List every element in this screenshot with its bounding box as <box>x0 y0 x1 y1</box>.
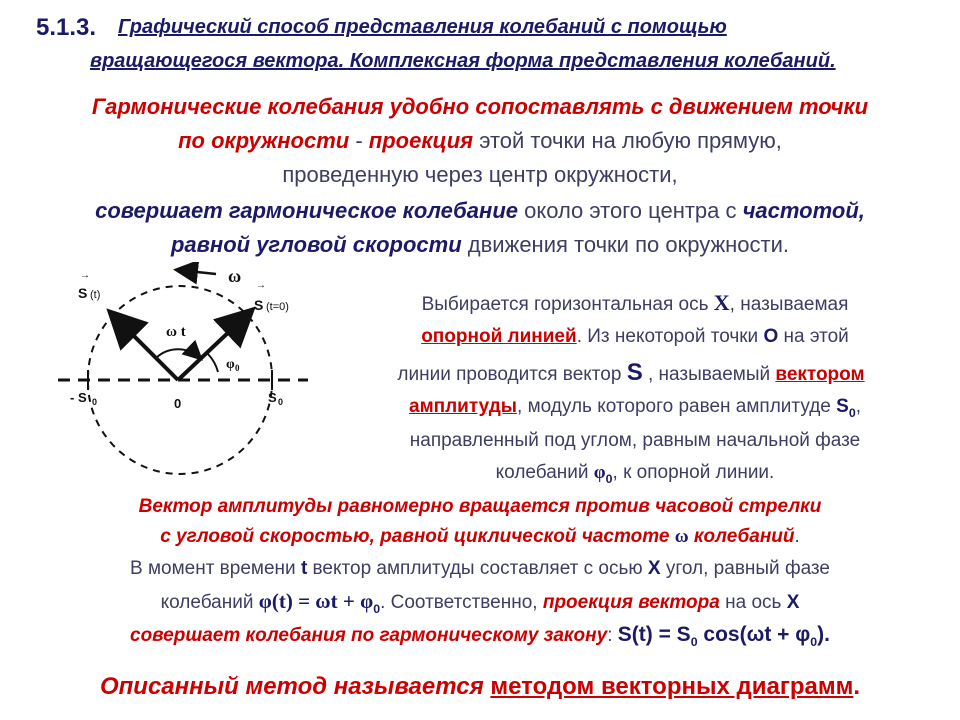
label-phi0: φ <box>226 357 235 372</box>
intro-line-1: Гармонические колебания удобно сопоставлять с движением точки <box>91 94 869 119</box>
b6c: . <box>853 673 861 700</box>
intro-l4b: около этого центра с <box>518 198 743 223</box>
label-s-t-sub: (t) <box>90 289 101 301</box>
b4f: на ось <box>719 592 787 613</box>
angle-arc-omega-t <box>156 349 200 358</box>
b4g: X <box>786 592 800 613</box>
b6b: методом векторных диаграмм <box>490 673 854 700</box>
label-s-0-sub: (t=0) <box>266 301 289 313</box>
b5a: совершает колебания по гармоническому закону <box>130 625 608 646</box>
bottom-line-4 <box>0 588 960 622</box>
r6d: , к опорной линии. <box>612 462 775 483</box>
section-number: 5.1.3. <box>36 14 97 41</box>
intro-l2b: - <box>349 128 369 153</box>
intro-l5a: равной угловой скорости <box>170 232 462 257</box>
r1a: Выбирается горизонтальная ось <box>421 294 714 315</box>
b3a: В момент времени <box>130 558 301 579</box>
b5d: 0 <box>690 634 698 649</box>
r3b: S <box>626 359 643 386</box>
label-s-0-arrow: → <box>256 280 266 291</box>
r3a: линии проводится вектор <box>397 364 627 385</box>
b2a: с угловой скоростью, равной циклической частоте <box>160 526 675 547</box>
title-line-1: Графический способ представления колебаний с помощью <box>118 16 727 38</box>
b5b: : <box>607 625 618 646</box>
title-line-2: вращающегося вектора. Комплексная форма представления колебаний. <box>90 50 836 72</box>
r6a: колебаний <box>495 462 594 483</box>
label-minus-s0-sub: 0 <box>92 397 98 407</box>
b3b: t <box>300 558 308 579</box>
bottom-line-3 <box>0 556 960 582</box>
intro-l2d: этой точки на любую прямую, <box>473 128 782 153</box>
r4d: 0 <box>848 405 856 420</box>
b4a: колебаний <box>160 592 259 613</box>
rotation-arrow <box>178 270 216 274</box>
b5g: ). <box>817 623 830 646</box>
b3d: X <box>647 558 661 579</box>
r6c: 0 <box>605 471 613 486</box>
label-s0-right-sub: 0 <box>278 397 284 407</box>
r4c: S <box>836 396 849 417</box>
b5f: 0 <box>810 634 818 649</box>
r1b: X <box>713 290 730 315</box>
intro-l5b: движения точки по окружности. <box>461 232 790 257</box>
b3c: вектор амплитуды составляет с осью <box>307 558 648 579</box>
b2d: . <box>794 526 800 547</box>
intro-line-2 <box>0 126 960 156</box>
label-s-t-arrow: → <box>80 270 90 281</box>
intro-l4c: частотой, <box>742 198 865 223</box>
vector-diagram <box>40 262 330 482</box>
r6b: φ <box>593 462 606 483</box>
b6a: Описанный метод называется <box>99 673 491 700</box>
angle-arc-phi0 <box>208 354 218 372</box>
right-line-2 <box>335 324 935 350</box>
label-origin: 0 <box>174 396 182 411</box>
r4e: , <box>855 396 861 417</box>
intro-line-3: проведенную через центр окружности, <box>282 162 678 187</box>
r2b: . Из некоторой точки <box>576 326 764 347</box>
intro-line-4 <box>0 196 960 226</box>
r1c: , называемая <box>729 294 849 315</box>
label-omega: ω <box>228 266 242 286</box>
intro-line-5 <box>0 230 960 260</box>
b5e: cos(ωt + φ <box>697 623 811 646</box>
bottom-line-2 <box>0 524 960 550</box>
b4d: . Соответственно, <box>380 592 543 613</box>
bottom-line-5 <box>0 622 960 655</box>
label-minus-s0: - S <box>70 390 87 405</box>
intro-l4a: совершает гармоническое колебание <box>95 198 518 223</box>
r3c: , называемый <box>642 364 776 385</box>
r2d: на этой <box>778 326 849 347</box>
bottom-line-1: Вектор амплитуды равномерно вращается против часовой стрелки <box>138 496 822 517</box>
b4e: проекция вектора <box>542 592 720 613</box>
r2a: опорной линией <box>421 326 577 347</box>
b3e: угол, равный фазе <box>660 558 830 579</box>
r3d: вектором <box>775 364 865 385</box>
right-line-5: направленный под углом, равным начальной фазе <box>409 430 861 451</box>
label-phi0-sub: 0 <box>235 363 240 373</box>
bottom-line-6 <box>0 674 960 700</box>
right-line-6 <box>330 460 940 492</box>
b4c: 0 <box>373 601 381 616</box>
r2c: O <box>763 326 779 347</box>
b2c: колебаний <box>688 526 795 547</box>
right-line-1 <box>335 290 935 318</box>
intro-l2c: проекция <box>368 128 474 153</box>
b2b: ω <box>674 526 689 547</box>
label-s0-right: S <box>268 390 277 405</box>
label-omega-t: ω t <box>166 324 186 340</box>
label-s-0: S <box>254 297 264 313</box>
intro-l2a: по окружности <box>178 128 350 153</box>
r4b: , модуль которого равен амплитуде <box>517 396 837 417</box>
b5c: S(t) = S <box>617 623 691 646</box>
right-line-4 <box>330 394 940 426</box>
r4a: амплитуды <box>409 396 518 417</box>
right-line-3 <box>318 360 944 388</box>
label-s-t: S <box>78 285 88 301</box>
b4b: φ(t) = ωt + φ <box>258 589 374 613</box>
